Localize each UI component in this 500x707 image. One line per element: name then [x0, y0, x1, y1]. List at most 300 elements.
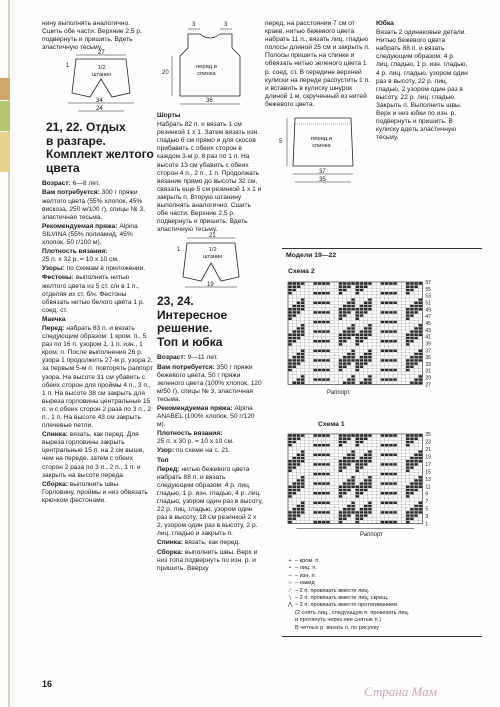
scheme-1-cell [326, 521, 329, 523]
scheme-2-cell [356, 343, 359, 345]
legend-text: – 2 п. провязать вместе лиц. [295, 587, 370, 594]
scheme-2-cell [385, 340, 388, 342]
scheme-2-cell [419, 302, 422, 304]
scheme-1-cell [381, 521, 384, 523]
scheme-2-row-label: 39 [425, 341, 431, 348]
scheme-1-cell [297, 514, 300, 516]
scheme-1-cell [389, 434, 392, 436]
scheme-2-cell [301, 353, 304, 355]
scheme-2-cell [297, 330, 300, 332]
scheme-1-cell [301, 508, 304, 510]
scheme-2-cell [288, 366, 291, 368]
dim-bottom: 36 [206, 98, 213, 104]
scheme-2-cell [293, 337, 296, 339]
scheme-2-cell [293, 359, 296, 361]
scheme-2-row-label: 41 [425, 334, 431, 341]
scheme-1-cell [318, 502, 321, 504]
scheme-1-cell [364, 511, 367, 513]
scheme-1-cell [297, 463, 300, 465]
scheme-1-cell [301, 457, 304, 459]
scheme-1-cell [301, 450, 304, 452]
scheme-2-cell [293, 330, 296, 332]
scheme-1-cell [356, 511, 359, 513]
scheme-2-cell [293, 289, 296, 291]
scheme-1-cell [414, 514, 417, 516]
scheme-2-cell [288, 340, 291, 342]
scheme-2-row-label: 31 [425, 368, 431, 375]
scheme-2-cell [343, 308, 346, 310]
scheme-2-cell [364, 286, 367, 288]
scheme-1-cell [368, 450, 371, 452]
top-heading: Топ [157, 456, 169, 464]
scheme-1-cell [410, 508, 413, 510]
scheme-2-cell [414, 378, 417, 380]
scheme-2-cell [406, 340, 409, 342]
scheme-2-cell [326, 350, 329, 352]
scheme-2-cell [301, 359, 304, 361]
scheme-2-cell [364, 311, 367, 313]
scheme-2-cell [293, 382, 296, 384]
scheme-2-cell [393, 359, 396, 361]
scheme-2-cell [364, 308, 367, 310]
scheme-2-cell [322, 302, 325, 304]
dim-bottom-2: 24 [96, 106, 103, 113]
scheme-1-cell [393, 454, 396, 456]
scheme-1-cell [288, 463, 291, 465]
scheme-1-cell [368, 505, 371, 507]
scheme-2-cell [297, 286, 300, 288]
yarn-label: Рекомендуемая пряжа: [157, 404, 233, 412]
scheme-1-cell [288, 466, 291, 468]
age-value: 6—8 лет. [70, 180, 100, 188]
dim-left: 20 [162, 70, 169, 76]
scheme-1-cell [393, 492, 396, 494]
article-title-23-24: 23, 24. Интересное решение. Топ и юбка [157, 294, 228, 349]
scheme-2-cell [360, 311, 363, 313]
scheme-1-cell [351, 482, 354, 484]
legend-row [285, 573, 485, 580]
scheme-1-cell [351, 476, 354, 478]
scheme-2-cell [301, 330, 304, 332]
scheme-2-cell [301, 308, 304, 310]
scheme-2-cell [419, 356, 422, 358]
scheme-2-cell [343, 366, 346, 368]
scheme-1-cell [322, 502, 325, 504]
scheme-2-cell [339, 366, 342, 368]
scheme-2-cell [297, 305, 300, 307]
scheme-2-cell [414, 302, 417, 304]
scheme-2-cell [385, 350, 388, 352]
skirt-text: Вязать 2 одинаковые детали. Нитью бежевого цвета набрать 88 п. и вязать следующим образом: 4 р. лиц. гладью, 1 р. изн. гладью, 4 р. лиц. гладью, узором один раз в высоту, 22 р. лиц. гладью, 2 узором один раз в высоту, 22 р. лиц. гладью. Закрыть п. Выполнить швы. Верх и низ юбки по изн. р. подвернуть и пришить. В кулиску вдеть эластичную тесьму. [376, 29, 468, 142]
scheme-2-cell [347, 362, 350, 364]
scheme-1-cell [351, 505, 354, 507]
scheme-1-cell [419, 486, 422, 488]
scheme-1-cell [347, 514, 350, 516]
scheme-1-cell [389, 473, 392, 475]
scheme-2-cell [351, 324, 354, 326]
scheme-2-cell [360, 359, 363, 361]
scheme-1-cell [318, 444, 321, 446]
scheme-1-cell [419, 502, 422, 504]
scheme-2-cell [347, 330, 350, 332]
patterns-label: Узор: [157, 447, 175, 455]
scheme-2-cell [406, 337, 409, 339]
models-heading: Модели 19—22 [286, 252, 337, 259]
scheme-1-cell [406, 444, 409, 446]
scheme-2-cell [389, 292, 392, 294]
scheme-2-cell [301, 302, 304, 304]
scheme-2-cell [368, 330, 371, 332]
scheme-2-cell [410, 356, 413, 358]
scheme-2-cell [381, 321, 384, 323]
scheme-1-cell [343, 514, 346, 516]
scheme-1-cell [393, 511, 396, 513]
scheme-1-cell [410, 434, 413, 436]
scheme-1-cell [389, 502, 392, 504]
dim-left: 1 [66, 63, 70, 70]
scheme-1-cell [364, 514, 367, 516]
scheme-1-cell [368, 476, 371, 478]
scheme-1-cell [339, 463, 342, 465]
scheme-2-cell [368, 382, 371, 384]
scheme-1-cell [364, 489, 367, 491]
scheme-2-cell [288, 282, 291, 284]
edge-strip-green [0, 101, 10, 131]
scheme-2-cell [343, 330, 346, 332]
scheme-1-cell [314, 502, 317, 504]
legend-symbol: – [288, 572, 292, 579]
scheme-2-cell [385, 292, 388, 294]
scheme-1-cell [364, 508, 367, 510]
scheme-2-cell [419, 330, 422, 332]
scheme-1-cell [368, 460, 371, 462]
scheme-1-cell [351, 460, 354, 462]
scheme-2-cell [301, 350, 304, 352]
scheme-2-cell [406, 289, 409, 291]
dim-left: 1 [177, 247, 181, 254]
scheme-2-cell [368, 378, 371, 380]
scheme-1-title: Схема 1 [318, 421, 345, 428]
scheme-2-cell [360, 362, 363, 364]
scheme-1-cell [368, 457, 371, 459]
scheme-1-cell [293, 463, 296, 465]
scheme-1-cell [406, 486, 409, 488]
scheme-1-cell [360, 441, 363, 443]
scheme-2-cell [301, 327, 304, 329]
scheme-2-row-label: 47 [425, 314, 431, 321]
scheme-1-cell [297, 482, 300, 484]
scheme-1-cell [288, 518, 291, 520]
scheme-1-cell [297, 479, 300, 481]
scheme-2-cell [314, 330, 317, 332]
scheme-2-cell [360, 305, 363, 307]
scheme-2-cell [360, 286, 363, 288]
scheme-1-cell [389, 511, 392, 513]
scheme-2-cell [326, 282, 329, 284]
scheme-2-cell [410, 382, 413, 384]
scheme-2-title: Схема 2 [288, 268, 315, 275]
scheme-2-cell [381, 282, 384, 284]
scheme-2-cell [356, 337, 359, 339]
scheme-2-cell [356, 282, 359, 284]
scheme-2-cell [360, 337, 363, 339]
scheme-1-cell [360, 492, 363, 494]
scheme-1-cell [326, 511, 329, 513]
scheme-2-cell [314, 302, 317, 304]
scheme-2-cell [301, 375, 304, 377]
diagram-label: перед и спинка [196, 64, 217, 77]
scheme-1-cell [347, 486, 350, 488]
scheme-1-cell [293, 514, 296, 516]
scheme-1-cell [314, 511, 317, 513]
scheme-2-row-label: 49 [425, 307, 431, 314]
scheme-2-cell [419, 382, 422, 384]
back-text: вязать, как перед. Для выреза горловины закрыть центральные 15 п. на 2 см выше, чем на переде, затем с обеих сторон 2 раза по 3 п., 2 п., 1 п. и закрыть на высоте переда. [42, 431, 145, 479]
scheme-2-cell [322, 330, 325, 332]
scheme-1-cell [393, 463, 396, 465]
scheme-2-cell [347, 378, 350, 380]
scheme-1-cell [356, 444, 359, 446]
scheme-2-cell [351, 298, 354, 300]
scheme-1-cell [288, 511, 291, 513]
scheme-2-cell [322, 321, 325, 323]
legend-symbol: ∕ [289, 587, 291, 594]
scheme-2-cell [385, 282, 388, 284]
scheme-2-cell [419, 353, 422, 355]
scheme-2-cell [339, 340, 342, 342]
scheme-2-cell [364, 305, 367, 307]
scheme-1-cell [318, 511, 321, 513]
legend-row [285, 602, 485, 609]
scheme-2-cell [406, 343, 409, 345]
scheme-2-cell [393, 378, 396, 380]
scheme-2-cell [339, 314, 342, 316]
scheme-2-cell [410, 337, 413, 339]
scheme-1-cell [414, 434, 417, 436]
scheme-2-cell [293, 282, 296, 284]
scheme-2-cell [297, 282, 300, 284]
scheme-1-cell [343, 511, 346, 513]
scheme-1-cell [364, 505, 367, 507]
scheme-1-cell [351, 457, 354, 459]
scheme-2-cell [293, 356, 296, 358]
scheme-1-cell [356, 492, 359, 494]
scheme-1-cell [389, 454, 392, 456]
scheme-2-cell [322, 292, 325, 294]
scheme-2-cell [318, 282, 321, 284]
scheme-2-cell [414, 356, 417, 358]
scheme-2-row-label: 51 [425, 300, 431, 307]
assembly-label: Сборка: [157, 548, 183, 556]
scheme-2-cell [343, 282, 346, 284]
scheme-1-row-label: 7 [425, 499, 429, 506]
scheme-1-cell [414, 511, 417, 513]
scheme-1-cell [364, 463, 367, 465]
scheme-2-cell [351, 305, 354, 307]
scheme-1-cell [293, 441, 296, 443]
scheme-2-cell [356, 366, 359, 368]
scheme-1-cell [343, 518, 346, 520]
scheme-1-row-label: 11 [425, 484, 431, 491]
scheme-1-cell [389, 521, 392, 523]
scheme-2-cell [389, 340, 392, 342]
scheme-2-cell [297, 311, 300, 313]
scheme-2-cell [389, 369, 392, 371]
edge-strip-orange [0, 78, 10, 100]
column-1 [42, 20, 154, 506]
legend-row [285, 580, 485, 587]
edge-strip-yellow [0, 132, 10, 172]
legend-row [285, 625, 485, 632]
scheme-1-cell [410, 514, 413, 516]
scheme-2-cell [297, 356, 300, 358]
legend-symbol: ∖ [288, 595, 292, 602]
scheme-1-cell [318, 521, 321, 523]
scheme-2-cell [410, 359, 413, 361]
scheme-2-cell [410, 366, 413, 368]
scheme-2-cell [419, 305, 422, 307]
scheme-1-cell [406, 511, 409, 513]
scheme-1-cell [381, 482, 384, 484]
materials-text: 350 г пряжи бежевого цвета, 50 г пряжи зеленого цвета (100% хлопок, 120 м/50 г), спицы № 3, эластичная тесьма. [157, 363, 262, 403]
scheme-2-cell [356, 334, 359, 336]
scheme-2-cell [293, 314, 296, 316]
scheme-2-row-label: 27 [425, 382, 431, 388]
page-number: 16 [42, 679, 53, 689]
scheme-1-cell [356, 495, 359, 497]
scheme-1-cell [347, 511, 350, 513]
scheme-2-cell [368, 353, 371, 355]
scheme-1-cell [343, 463, 346, 465]
scheme-2-cell [293, 311, 296, 313]
scheme-2-cell [389, 282, 392, 284]
scheme-2-cell [368, 375, 371, 377]
scheme-2-cell [326, 321, 329, 323]
patterns-text: по схеме на с. 21. [174, 447, 231, 455]
scheme-1-cell [347, 454, 350, 456]
scheme-1-cell [410, 460, 413, 462]
scheme-2-cell [314, 359, 317, 361]
scheme-2-cell [419, 282, 422, 284]
scheme-1-cell [406, 489, 409, 491]
front-text: набрать 83 п. и вязать следующим образом: 1 кром. п., 5 раз по 16 п. узором 1, 1 п. изн., 1 кром. п. После выполнения 26 р. узора 1 продолжить 27-м р. узора 2, за первым 5-м п. повторять раппорт узора. На высоте 31 см убавить с обеих сторон для проймы 4 п., 3 п., 1 п. На высоте 38 см закрыть для выреза горловины центральные 15 п. и с обеих сторон 2 раза по 3 п., 2 п., 1 п. На высоте 43 см закрыть плечевые петли. [42, 324, 153, 430]
scheme-1-cell [288, 460, 291, 462]
scheme-1-row-label: 3 [425, 514, 429, 521]
scheme-2-cell [419, 308, 422, 310]
scheme-2-cell [414, 359, 417, 361]
scheme-2-cell [364, 356, 367, 358]
density-label: Плотность вязания: [42, 248, 108, 256]
scheme-2-row-label: 43 [425, 327, 431, 334]
scheme-2-cell [393, 292, 396, 294]
scheme-2-cell [297, 378, 300, 380]
scheme-1-cell [339, 486, 342, 488]
scheme-1-cell [385, 511, 388, 513]
scheme-1-cell [288, 444, 291, 446]
scheme-2-cell [301, 324, 304, 326]
scheme-2-cell [389, 330, 392, 332]
scheme-1-cell [314, 521, 317, 523]
scheme-1-cell [339, 441, 342, 443]
scheme-1-cell [314, 434, 317, 436]
scheme-2-cell [356, 340, 359, 342]
column-2 [157, 112, 263, 574]
scheme-1-cell [347, 505, 350, 507]
scheme-1-row-label: 5 [425, 506, 429, 513]
scheme-2-cell [297, 334, 300, 336]
scheme-2-cell [368, 350, 371, 352]
scheme-1-cell [385, 482, 388, 484]
scheme-1-cell [389, 444, 392, 446]
scheme-1-cell [368, 482, 371, 484]
top-diagram [158, 22, 262, 110]
scheme-2-cell [368, 334, 371, 336]
diagram-label: перед и спинка [311, 136, 332, 150]
scheme-2-cell [343, 356, 346, 358]
scheme-2-cell [389, 302, 392, 304]
diagram-label: 1/2 штанин [203, 247, 223, 260]
scheme-1-cell [314, 444, 317, 446]
scheme-2-cell [406, 359, 409, 361]
scheme-2-cell [293, 366, 296, 368]
legend-text: – кром. п. [295, 558, 320, 564]
scheme-2-cell [288, 369, 291, 371]
scheme-2-cell [297, 362, 300, 364]
legend-row [285, 610, 485, 617]
scheme-2-cell [288, 286, 291, 288]
scheme-2-row-label: 33 [425, 361, 431, 368]
scheme-1-cell [364, 479, 367, 481]
scheme-2-cell [339, 318, 342, 320]
scheme-2-cell [356, 314, 359, 316]
scheme-2-cell [347, 327, 350, 329]
scheme-2-cell [339, 286, 342, 288]
scheme-2-cell [314, 321, 317, 323]
scheme-1-cell [301, 482, 304, 484]
scheme-2-cell [414, 362, 417, 364]
scheme-2-cell [288, 311, 291, 313]
scheme-2-cell [393, 340, 396, 342]
scheme-1-cell [356, 489, 359, 491]
scheme-1-cell [406, 438, 409, 440]
scheme-1-cell [419, 476, 422, 478]
scheme-2-cell [293, 286, 296, 288]
dim-left: 5 [279, 139, 283, 146]
scheme-2-cell [360, 340, 363, 342]
scheme-1-cell [406, 470, 409, 472]
scheme-2-cell [301, 282, 304, 284]
scheme-2-cell [347, 302, 350, 304]
scheme-2-chart [286, 280, 436, 388]
scheme-2-cell [347, 359, 350, 361]
scheme-1-cell [368, 434, 371, 436]
watermark: Страна Мам [364, 684, 437, 699]
scheme-1-cell [356, 470, 359, 472]
scheme-2-cell [347, 334, 350, 336]
scheme-1-cell [368, 511, 371, 513]
scheme-2-cell [393, 330, 396, 332]
scheme-2-cell [368, 359, 371, 361]
scheme-2-cell [288, 362, 291, 364]
scheme-2-cell [419, 298, 422, 300]
legend-text: – 2 п. провязать вместе лиц. скрещ. [295, 595, 389, 602]
scheme-1-cell [364, 434, 367, 436]
scheme-1-cell [356, 486, 359, 488]
scheme-2-cell [314, 378, 317, 380]
scheme-1-cell [339, 521, 342, 523]
materials-label: Вам потребуется: [42, 189, 100, 197]
scheme-1-cell [293, 511, 296, 513]
